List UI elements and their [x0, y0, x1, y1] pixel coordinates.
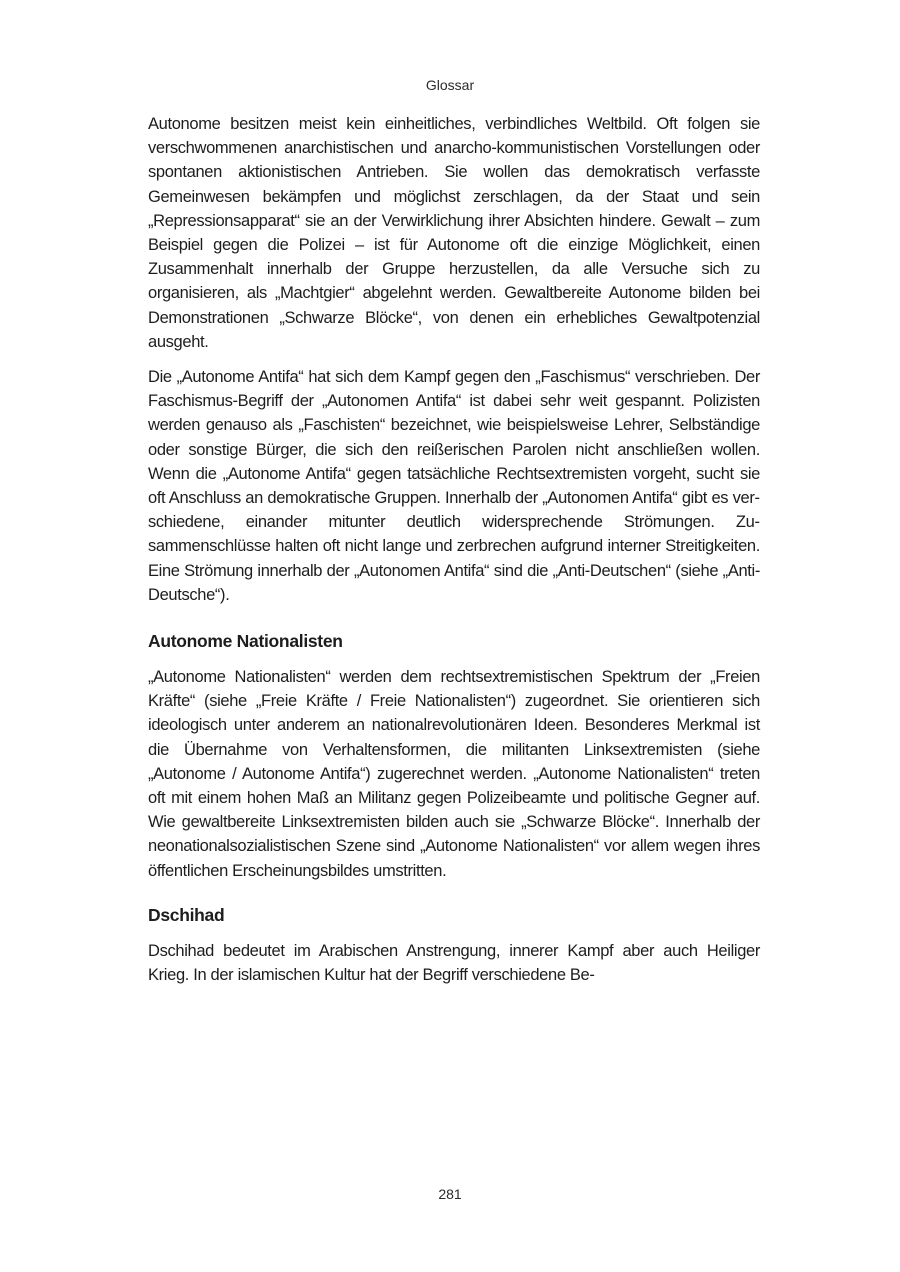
page-body — [148, 112, 760, 987]
heading-dschihad: Dschihad — [148, 904, 225, 925]
running-head: Glossar — [425, 77, 475, 93]
paragraph-autonome-antifa: Die „Autonome Antifa“ hat sich dem Kampf gegen den „Faschismus“ verschrieben. Der Faschismus-Begriff der „Autonomen Antifa“ ist dabei sehr weit gespannt. Polizisten werden genauso als „Faschisten“ bezeichnet, wie beispielsweise Lehrer, Selbständige oder sonstige Bürger, die sich den reißerischen Parolen nicht anschließen wollen. Wenn die „Autonome Antifa“ gegen tatsächliche Rechtsextremisten vorgeht, sucht sie oft Anschluss an demokratische Gruppen. Innerhalb der „Autonomen Antifa“ gibt es verschiedene, einander mitunter deutlich widersprechende Strömungen. Zusammenschlüsse halten oft nicht lange und zerbrechen aufgrund interner Streitigkeiten. Eine Strömung innerhalb der „Autonomen Antifa“ sind die „Anti-Deutschen“ (siehe „Anti-Deutsche“). — [148, 368, 760, 604]
paragraph-autonome-nationalisten: „Autonome Nationalisten“ werden dem rechtsextremistischen Spektrum der „Freien Kräfte“ (siehe „Freie Kräfte / Freie Nationalisten“) zugeordnet. Sie orientieren sich ideologisch unter anderem an nationalrevolutionären Ideen. Besonderes Merkmal ist die Übernahme von Verhaltensformen, die militanten Linksextremisten (siehe „Autonome / Autonome Antifa“) zugerechnet werden. „Autonome Nationalisten“ treten oft mit einem hohen Maß an Militanz gegen Polizeibeamte und politische Gegner auf. Wie gewaltbereite Linksextremisten bilden auch sie „Schwarze Blöcke“. Innerhalb der neonationalsozialistischen Szene sind „Autonome Nationalisten“ vor allem wegen ihres öffentlichen Erscheinungsbildes umstritten. — [148, 668, 760, 880]
page-number: 281 — [438, 1186, 462, 1202]
heading-autonome-nationalisten: Autonome Nationalisten — [148, 631, 343, 652]
paragraph-autonome-weltbild: Autonome besitzen meist kein einheitliches, verbindliches Weltbild. Oft folgen sie verschwommenen anarchistischen und anarcho-kommunistischen Vorstellungen oder spontanen aktionistischen Antrieben. Sie wollen das demokratisch verfasste Gemeinwesen bekämpfen und möglichst zerschlagen, da der Staat und sein „Repressionsapparat“ sie an der Verwirklichung ihrer Absichten hindere. Gewalt – zum Beispiel gegen die Polizei – ist für Autonome oft die einzige Möglichkeit, einen Zusammenhalt innerhalb der Gruppe herzustellen, da alle Versuche sich zu organisieren, als „Machtgier“ abgelehnt werden. Gewaltbereite Autonome bilden bei Demonstrationen „Schwarze Blöcke“, von denen ein erhebliches Gewaltpotenzial ausgeht. — [148, 115, 760, 351]
paragraph-dschihad: Dschihad bedeutet im Arabischen Anstrengung, innerer Kampf aber auch Heiliger Krieg. In der islamischen Kultur hat der Begriff verschiedene Be- — [148, 941, 760, 985]
